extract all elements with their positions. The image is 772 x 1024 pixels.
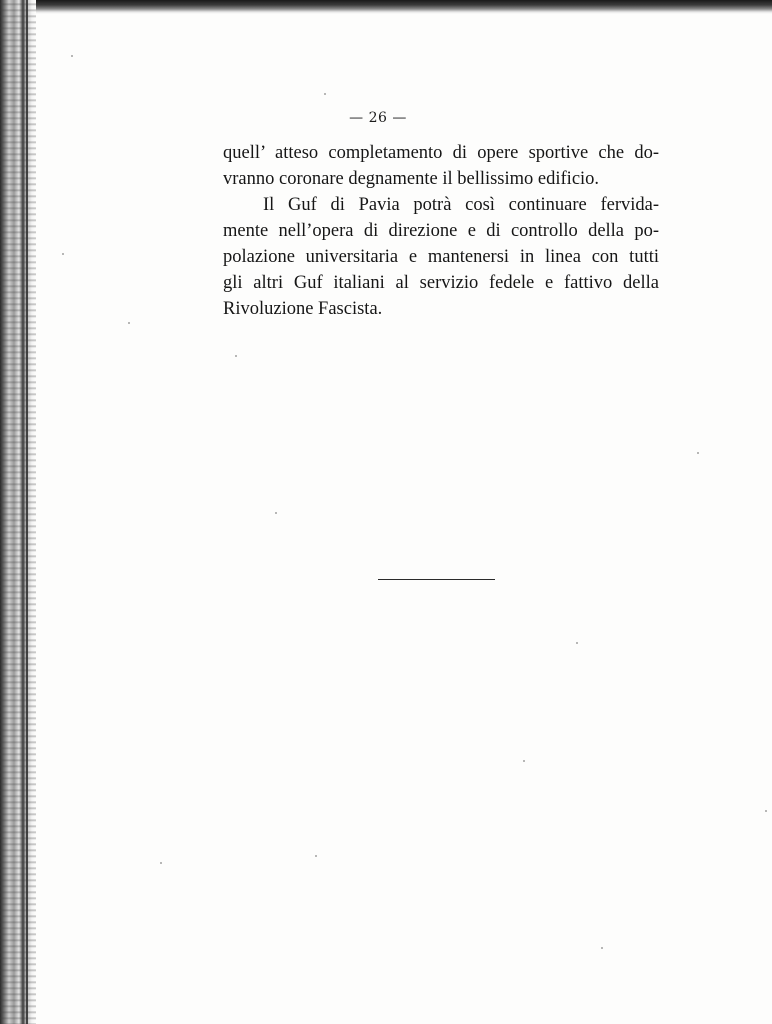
scan-binding-edge: [0, 0, 36, 1024]
scan-speck: [601, 947, 603, 949]
scan-speck: [62, 253, 64, 255]
page-number: — 26 —: [349, 110, 407, 126]
body-text: [223, 140, 659, 322]
paragraph-2: [223, 192, 659, 322]
scan-speck: [235, 355, 237, 357]
scan-speck: [315, 855, 317, 857]
text-line: Rivoluzione Fascista.: [223, 299, 383, 319]
scan-speck: [697, 452, 699, 454]
text-line: quell’ atteso completamento di opere sportive che do-: [223, 143, 659, 163]
binding-fold-line: [26, 0, 28, 1024]
scan-speck: [71, 55, 73, 57]
text-line: vranno coronare degnamente il bellissimo edificio.: [223, 169, 600, 189]
section-divider-rule: [378, 579, 495, 580]
scan-speck: [765, 810, 767, 812]
text-line: mente nell’opera di direzione e di controllo della po-: [223, 221, 659, 241]
scan-speck: [576, 642, 578, 644]
text-line: polazione universitaria e mantenersi in linea con tutti: [223, 247, 659, 267]
scan-speck: [160, 862, 162, 864]
paragraph-1: [223, 140, 659, 192]
text-line: gli altri Guf italiani al servizio fedele e fattivo della: [223, 273, 659, 293]
scan-speck: [324, 93, 326, 95]
scan-top-edge: [0, 0, 772, 14]
text-line: Il Guf di Pavia potrà così continuare fervida-: [263, 195, 659, 215]
scan-speck: [128, 322, 130, 324]
scan-speck: [275, 512, 277, 514]
scan-speck: [523, 760, 525, 762]
